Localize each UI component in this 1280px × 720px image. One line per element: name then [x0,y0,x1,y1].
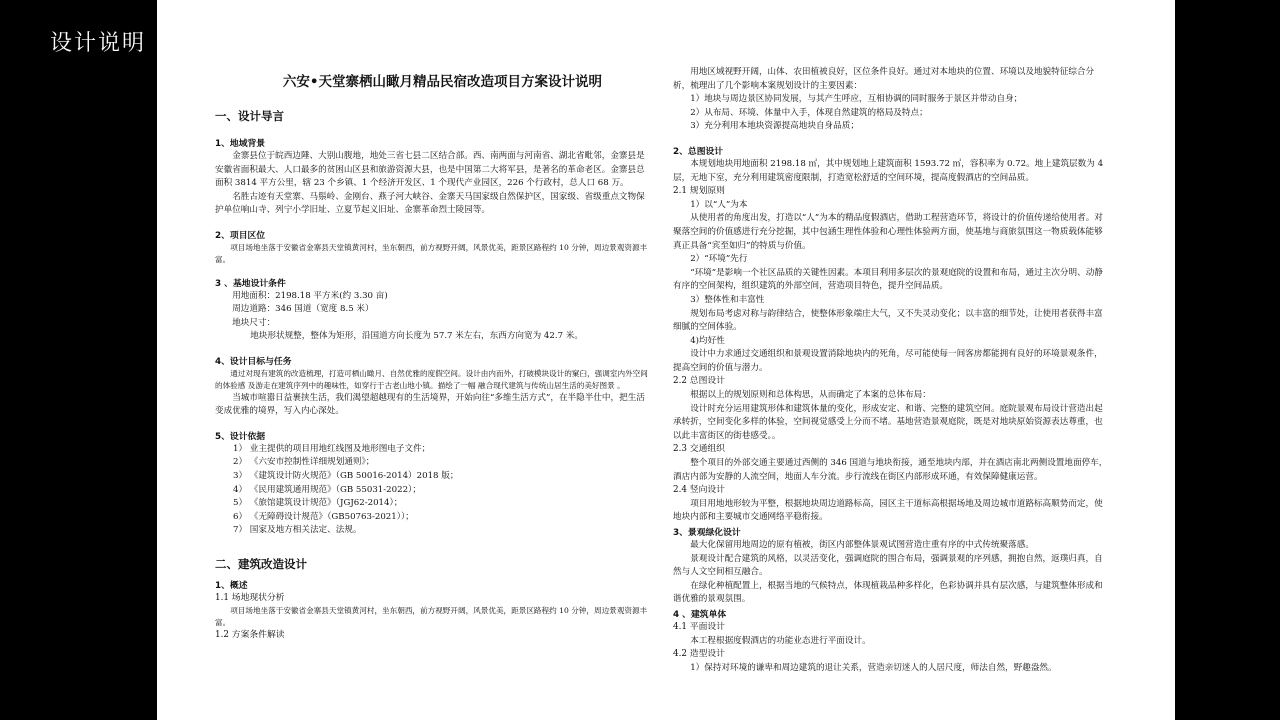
list-item: 1）地块与周边景区协同发展，与其产生呼应，互相协调的同时服务于景区并带动自身； [690,94,1023,105]
list-item: 4） 《民用建筑通用规范》（GB 55031-2022）； [233,484,421,495]
list-item: 3） 《建筑设计防火规范》（GB 50016-2014）2018 版； [233,470,459,481]
document-sheet [157,0,1175,720]
subsection-title: 4、设计目标与任务 [215,356,292,367]
paragraph: 整个项目的外部交通主要通过西侧的 346 国道与地块衔接，通至地块内部，并在酒店南北两侧设置地面停车，酒店内部为安静的人流空间，地面人车分流。步行流线在街区内部形成环通，有效保障健康运营。 [673,458,1108,482]
list-item: 7） 国家及地方相关法定、法规。 [233,525,362,536]
subsection-title: 2、项目区位 [215,230,266,241]
paragraph: 用地区域视野开阔，山体、农田植被良好，区位条件良好。通过对本地块的位置、环境以及地貌特征综合分析，梳理出了几个影响本案规划设计的主要因素： [673,67,1095,91]
list-item: 1） 业主提供的项目用地红线图及地形图电子文件； [233,443,431,454]
sub-subsection-title: 2.4 竖向设计 [673,485,725,496]
subsection-title: 4 、建筑单体 [673,609,727,620]
left-column [215,70,650,643]
subsection-title: 3 、基地设计条件 [215,278,286,289]
paragraph: 项目场地坐落于安徽省金寨县天堂镇黄河村，坐东朝西，前方视野开阔，风景优美，距景区路程约 10 分钟，周边景观资源丰富。 [215,606,648,628]
paragraph: 金寨县位于皖西边陲、大别山腹地，地处三省七县二区结合部。西、南两面与河南省、湖北省毗邻，金寨县是安徽省面积最大、人口最多的贫困山区县和旅游资源大县，也是中国第二大将军县，是著名的革命老区。金寨县总面积 3814 平方公里，辖 23 个乡镇、1 个经济开发区、1 个现代产业园区，226 个行政村，总人口 68 万。 [215,151,645,189]
sub-subsection-title: 2.1 规划原则 [673,186,725,197]
paragraph: 本工程根据度假酒店的功能业态进行平面设计。 [690,635,871,646]
paragraph: “环境”是影响一个社区品质的关键性因素。本项目利用多层次的景观庭院的设置和布局，通过主次分明、动静有序的空间架构，组织建筑的外部空间，营造项目特色，提升空间品质。 [673,267,1103,292]
paragraph: 地块形状规整，整体为矩形，沿国道方向长度为 57.7 米左右，东西方向宽为 42.7 米。 [250,331,583,342]
subsection-title: 2、总图设计 [673,146,724,157]
right-column [673,66,1109,675]
section-heading-intro: 一、设计导言 [215,109,284,123]
subsection-title: 1、地域背景 [215,139,266,149]
subsection-title: 5、设计依据 [215,431,266,442]
paragraph: 景观设计配合建筑的风格，以灵活变化，强调庭院的围合布局，强调景观的序列感，拥抱自然，返璞归真，自然与人文空间相互融合。 [673,553,1103,578]
list-item: 3）充分利用本地块资源提高地块自身品质； [690,121,859,132]
paragraph: 地块尺寸： [232,317,276,328]
paragraph: 根据以上的规划原则和总体构思，从而确定了本案的总体布局： [690,390,931,401]
paragraph: 规划布局考虑对称与韵律结合，使整体形象端庄大气，又不失灵动变化；以丰富的细节处，让使用者获得丰富细腻的空间体验。 [673,308,1103,333]
paragraph: 当城市喧嚣日益裹挟生活，我们渴望超越现有的生活境界，开始向往“多维生活方式”，在半隐半仕中，把生活变成优雅的境界，写入内心深处。 [215,392,645,417]
sub-subsection-title: 2.3 交通组织 [673,444,725,455]
subsection-title: 1、概述 [215,580,248,591]
paragraph: 在绿化种植配置上，根据当地的气候特点，体现植栽品种多样化，色彩协调并具有层次感，与建筑整体形成和谐优雅的景观氛围。 [673,580,1103,605]
page-heading: 设计说明 [50,31,147,56]
sub-subsection-title: 4.1 平面设计 [673,621,725,632]
list-item: 5） 《旅馆建筑设计规范》（JGJ62-2014）； [233,498,403,509]
sub-subsection-title: 4.2 造型设计 [673,649,725,660]
subsection-title: 3、景观绿化设计 [673,528,741,538]
paragraph: 本规划地块用地面积 2198.18 ㎡，其中规划地上建筑面积 1593.72 ㎡，容积率为 0.72。地上建筑层数为 4 层，无地下室，充分利用建筑密度限制，打造宽松舒适的空间环境，提高度假酒店的空间品质。 [673,158,1104,183]
list-item: 2）从布局、环境、体量中入手，体现自然建筑的格局及特点； [690,107,928,118]
sub-subsection-title: 2.2 总图设计 [673,376,725,387]
list-item: 2） 《六安市控制性详细规划通则》； [233,457,375,468]
paragraph: 通过对现有建筑的改造梳理，打造可栖山瞰月、自然优雅的度假空间。设计由内而外，打破模块设计的窠臼，强调室内外空间的体验感 及游走在建筑序列中的趣味性，如穿行于古老山地小镇。描绘了一幅 融合现代建筑与传统山居生活的美好图景 。 [215,368,648,390]
paragraph: 最大化保留用地周边的原有植被，街区内部整体景观试图营造庄重有序的中式传统聚落感。 [690,540,1034,550]
paragraph: 设计时充分运用建筑形体和建筑体量的变化，形成安定、和谐、完整的建筑空间。庭院景观布局设计营造出起承转折，空间变化多样的体验，空间视觉感受上分而不堵。基地营造景观庭院，既是对地块原始资源表达尊重，也以此丰富街区的街巷感受。。 [673,403,1103,441]
paragraph: 项目场地坐落于安徽省金寨县天堂镇黄河村，坐东朝西，前方视野开阔，风景优美，距景区路程约 10 分钟，周边景观资源丰富。 [215,242,648,264]
paragraph: 3）整体性和丰富性 [690,294,765,305]
paragraph: 名胜古迹有天堂寨、马鬃岭、金刚台、燕子河大峡谷、金寨天马国家级自然保护区，国家级、省级重点文物保护单位响山寺、列宁小学旧址、立夏节起义旧址、金寨革命烈士陵园等。 [215,191,645,216]
paragraph: 周边道路：346 国道（宽度 8.5 米） [232,304,374,315]
sub-subsection-title: 1.2 方案条件解读 [215,630,285,641]
paragraph: 从使用者的角度出发，打造以“人”为本的精品度假酒店，借助工程营造环节，将设计的价值传递给使用者。对聚落空间的价值感进行充分挖掘，其中包涵生理性体验和心理性体验两方面，使基地与商旅氛围这一物质载体能够真正具备“宾至如归”的特质与价值。 [673,213,1103,251]
list-item: 6） 《无障碍设计规范》（GB50763-2021））； [233,511,414,522]
paragraph: 2）“环境”先行 [690,254,748,265]
section-heading-architecture: 二、建筑改造设计 [215,556,307,571]
document-title: 六安•天堂寨栖山瞰月精品民宿改造项目方案设计说明 [282,74,603,90]
paragraph: 项目用地地形较为平整，根据地块周边道路标高，园区主干道标高根据场地及周边城市道路标高顺势而定，使地块内部和主要城市交通网络平稳衔接。 [673,498,1103,523]
paragraph: 4)均好性 [690,335,725,346]
paragraph: 用地面积：2198.18 平方米(约 3.30 亩) [232,290,388,301]
paragraph: 1）以“人”为本 [690,199,748,210]
paragraph: 1）保持对环境的谦卑和周边建筑的退让关系，营造亲切迷人的人居尺度，师法自然，野趣盎然。 [690,662,1057,673]
paragraph: 设计中力求通过交通组织和景观设置消除地块内的死角，尽可能使每一间客房都能拥有良好的环境景观条件，提高空间的价值与潜力。 [673,349,1103,373]
sub-subsection-title: 1.1 场地现状分析 [215,592,285,603]
